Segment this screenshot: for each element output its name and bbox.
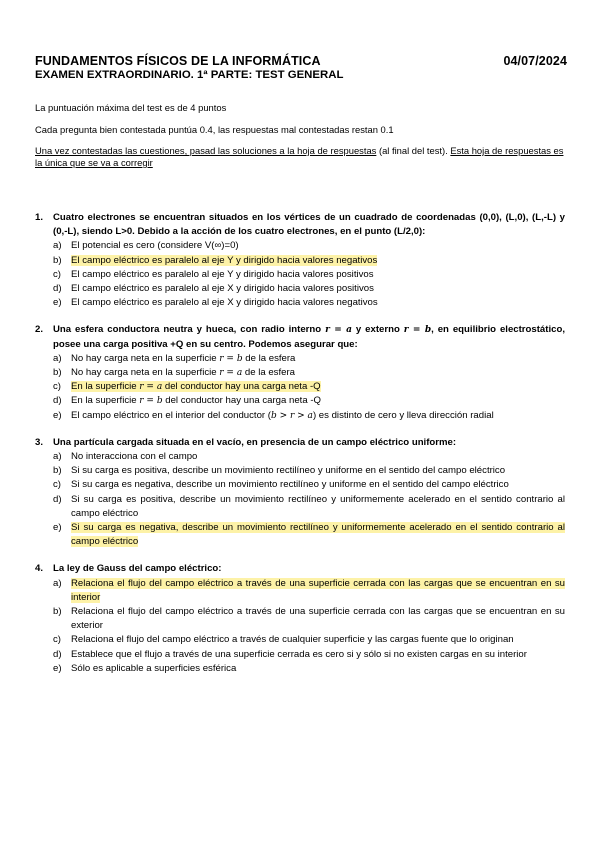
option-e: e) El campo eléctrico en el interior del conductor (b > r > a) es distinto de cero y lleva dirección radial (53, 409, 494, 421)
course-title: FUNDAMENTOS FÍSICOS DE LA INFORMÁTICA (35, 54, 321, 68)
scoring-note: Cada pregunta bien contestada puntúa 0.4, las respuestas mal contestadas restan 0.1 (35, 124, 394, 135)
highlighted-answer: Relaciona el flujo del campo eléctrico a través de una superficie cerrada con las cargas que se encuentran en su interior (71, 577, 565, 603)
question-stem: 4. La ley de Gauss del campo eléctrico: (35, 563, 222, 575)
option-e: e) Si su carga es negativa, describe un movimiento rectilíneo y uniformemente acelerado en el sentido contrario al campo eléctrico (53, 522, 565, 548)
question-4 (35, 562, 565, 676)
highlighted-answer: En la superficie r = a del conductor hay una carga neta -Q (71, 381, 321, 393)
option-d: d) El campo eléctrico es paralelo al eje X y dirigido hacia valores positivos (53, 283, 374, 295)
option-c: c) El campo eléctrico es paralelo al eje Y y dirigido hacia valores positivos (53, 268, 374, 280)
header (35, 54, 565, 68)
question-2 (35, 323, 565, 422)
option-a: a) No interacciona con el campo (53, 451, 198, 463)
highlighted-answer: El campo eléctrico es paralelo al eje Y y dirigido hacia valores negativos (71, 254, 378, 266)
question-1 (35, 211, 565, 310)
option-d: d) Establece que el flujo a través de una superficie cerrada es cero si y sólo si no existen cargas en su interior (53, 648, 527, 660)
exam-subtitle: EXAMEN EXTRAORDINARIO. 1ª PARTE: TEST GENERAL (35, 69, 344, 81)
question-stem: 2. Una esfera conductora neutra y hueca, con radio interno r = a y externo r = b, en equilibrio electrostático, posee una carga positiva +Q en su centro. Podemos asegurar que: (35, 324, 565, 350)
option-b: b) Si su carga es positiva, describe un movimiento rectilíneo y uniforme en el sentido del campo eléctrico (53, 465, 506, 477)
answer-sheet-location: (al final del test). (376, 145, 451, 156)
question-stem: 1. Cuatro electrones se encuentran situados en los vértices de un cuadrado de coordenadas (0,0), (L,0), (L,-L) y (0,-L), siendo L>0. Debido a la acción de los cuatro electrones, en el punto (L/2,0): (35, 212, 565, 238)
max-score-note: La puntuación máxima del test es de 4 puntos (35, 102, 227, 113)
option-e: e) Sólo es aplicable a superficies esférica (53, 662, 237, 674)
option-b: b) El campo eléctrico es paralelo al eje Y y dirigido hacia valores negativos (53, 254, 378, 266)
option-d: d) En la superficie r = b del conductor hay una carga neta -Q (53, 395, 321, 407)
option-b: b) No hay carga neta en la superficie r = a de la esfera (53, 367, 296, 379)
option-a: a) No hay carga neta en la superficie r = b de la esfera (53, 352, 296, 364)
option-e: e) El campo eléctrico es paralelo al eje X y dirigido hacia valores negativos (53, 297, 378, 309)
option-a: a) Relaciona el flujo del campo eléctrico a través de una superficie cerrada con las cargas que se encuentran en su interior (53, 577, 565, 603)
option-c: c) En la superficie r = a del conductor hay una carga neta -Q (53, 381, 321, 393)
answer-sheet-instruction: Una vez contestadas las cuestiones, pasad las soluciones a la hoja de respuestas (35, 145, 377, 156)
exam-page (35, 54, 565, 676)
question-3 (35, 436, 565, 550)
option-d: d) Si su carga es positiva, describe un movimiento rectilíneo y uniformemente acelerado en el sentido contrario al campo eléctrico (53, 493, 565, 519)
question-stem: 3. Una partícula cargada situada en el vacío, en presencia de un campo eléctrico uniforme: (35, 436, 457, 448)
option-c: c) Relaciona el flujo del campo eléctrico a través de cualquier superficie y las cargas fuente que lo originan (53, 634, 514, 646)
highlighted-answer: Si su carga es negativa, describe un movimiento rectilíneo y uniformemente acelerado en el sentido contrario al campo eléctrico (71, 522, 565, 548)
option-a: a) El potencial es cero (considere V(∞)=0) (53, 240, 239, 252)
option-b: b) Relaciona el flujo del campo eléctrico a través de una superficie cerrada con las cargas que se encuentran en su exterior (53, 606, 565, 632)
exam-date: 04/07/2024 (503, 54, 567, 68)
answer-sheet-note (35, 145, 565, 169)
answer-sheet-warning: Esta hoja de respuestas es la única que se va a corregir (35, 145, 564, 168)
option-c: c) Si su carga es negativa, describe un movimiento rectilíneo y uniforme en el sentido del campo eléctrico (53, 479, 509, 491)
